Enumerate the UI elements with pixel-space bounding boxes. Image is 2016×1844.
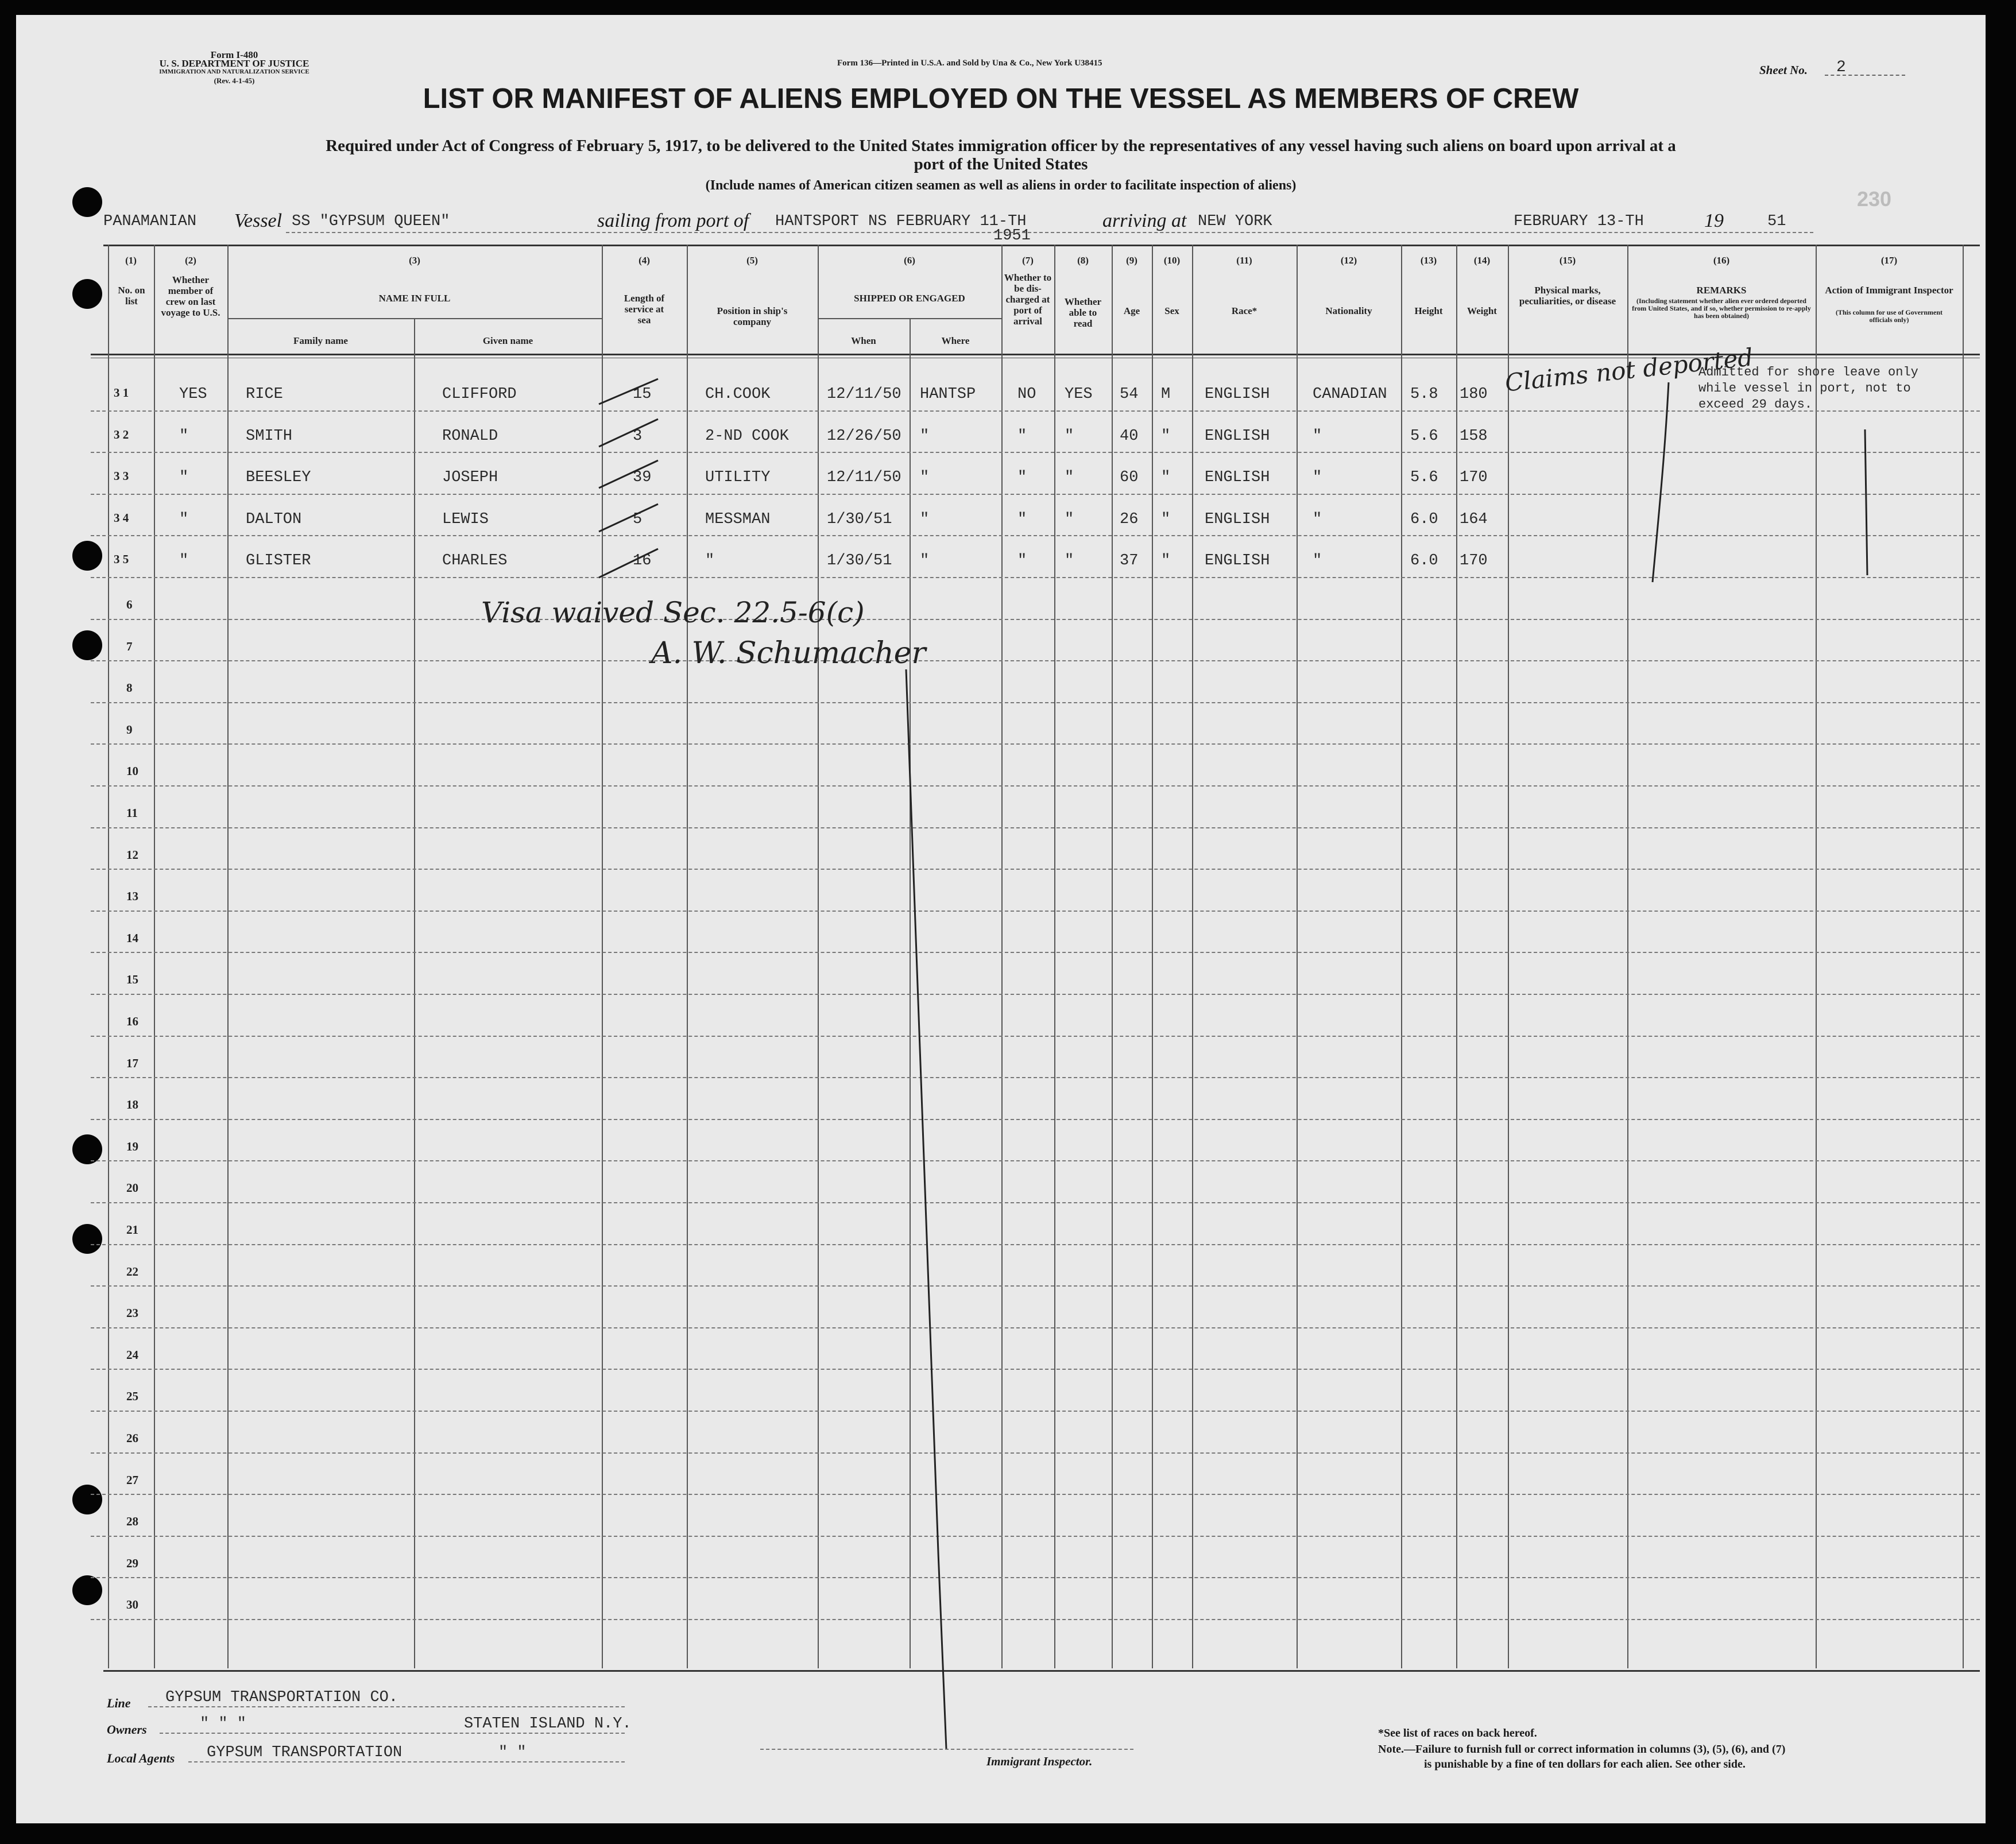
col16-note: (Including statement whether alien ever ordered deported from United States, and if so, whether permission to re-apply has been obtained) — [1632, 297, 1811, 320]
empty-row-number: 22 — [126, 1265, 138, 1279]
races-note: *See list of races on back hereof. — [1378, 1727, 1537, 1740]
shipped-when-cell: 1/30/51 — [827, 511, 892, 528]
subtitle-line-2: port of the United States — [914, 155, 1088, 173]
note-text-1: —Failure to furnish full or correct information in columns (3), (5), (6), and (7) — [1403, 1743, 1786, 1756]
empty-row-number: 10 — [126, 764, 138, 778]
shipped-where-cell: " — [920, 552, 930, 570]
form-number: Form I-480 — [210, 49, 258, 60]
footer-owners-value: STATEN ISLAND N.Y. — [464, 1715, 632, 1733]
height-cell: 6.0 — [1410, 511, 1438, 528]
empty-row-number: 12 — [126, 848, 138, 862]
race-cell: ENGLISH — [1205, 511, 1270, 528]
check-mark — [599, 460, 658, 488]
check-mark — [599, 549, 658, 578]
departure-year: 1951 — [993, 227, 1031, 245]
col5-number: (5) — [746, 255, 758, 266]
check-mark — [599, 379, 658, 404]
empty-row-number: 19 — [126, 1140, 138, 1153]
col2-header: Whether member of crew on last voyage to U.S. — [161, 274, 220, 318]
empty-row-number: 9 — [126, 723, 133, 737]
given-name-cell: RONALD — [442, 428, 498, 445]
pen-marks — [16, 15, 1986, 1823]
empty-row-number: 21 — [126, 1223, 138, 1237]
col3-given-header: Given name — [482, 335, 533, 346]
sheet-label: Sheet No. — [1759, 63, 1808, 77]
family-name-cell: RICE — [246, 386, 283, 403]
height-cell: 6.0 — [1410, 552, 1438, 570]
sheet-number: 2 — [1836, 59, 1846, 76]
form-title: LIST OR MANIFEST OF ALIENS EMPLOYED ON THE VESSEL AS MEMBERS OF CREW — [423, 83, 1579, 114]
sex-cell: " — [1161, 511, 1171, 528]
footer-agents-ditto: " " — [498, 1744, 527, 1761]
shipped-when-cell: 12/11/50 — [827, 386, 901, 403]
shipped-where-cell: " — [920, 511, 930, 528]
empty-row-number: 14 — [126, 931, 138, 945]
col7-header: Whether to be dis-charged at port of arrival — [1004, 272, 1052, 327]
subtitle-line-3: (Include names of American citizen seamen as well as aliens in order to facilitate inspection of aliens) — [705, 178, 1297, 193]
given-name-cell: LEWIS — [442, 511, 489, 528]
age-cell: 40 — [1120, 428, 1139, 445]
nationality-cell: " — [1313, 469, 1322, 486]
discharged-cell: " — [1017, 511, 1027, 528]
footer-agents-label: Local Agents — [107, 1751, 175, 1765]
shipped-when-cell: 12/11/50 — [827, 469, 901, 486]
pen-stroke — [1865, 429, 1867, 575]
nationality-cell: " — [1313, 428, 1322, 445]
empty-row-number: 25 — [126, 1389, 138, 1403]
subtitle-line-1: Required under Act of Congress of February 5, 1917, to be delivered to the United States immigration officer by the representatives of any vessel having such aliens on board upon arrival at a — [326, 137, 1676, 155]
col2-number: (2) — [185, 255, 196, 266]
col11-header: Race* — [1231, 305, 1257, 316]
family-name-cell: SMITH — [246, 428, 293, 445]
year-prefix: 19 — [1704, 210, 1724, 231]
col6-where-header: Where — [941, 335, 970, 346]
discharged-cell: " — [1017, 428, 1027, 445]
col12-number: (12) — [1340, 255, 1357, 266]
age-cell: 37 — [1120, 552, 1139, 570]
prev-voyage-cell: YES — [179, 386, 207, 403]
shipped-when-cell: 1/30/51 — [827, 552, 892, 570]
remarks-line-1: Admitted for shore leave only — [1698, 365, 1918, 379]
remarks-line-3: exceed 29 days. — [1698, 397, 1813, 412]
page-stamp: 230 — [1857, 187, 1892, 211]
remarks-line-2: while vessel in port, not to — [1698, 381, 1911, 396]
prev-voyage-cell: " — [179, 428, 189, 445]
prev-voyage-cell: " — [179, 469, 189, 486]
empty-row-number: 28 — [126, 1514, 138, 1528]
shipped-where-cell: HANTSP — [920, 386, 976, 403]
empty-row-number: 27 — [126, 1473, 138, 1487]
age-cell: 60 — [1120, 469, 1139, 486]
empty-row-number: 26 — [126, 1431, 138, 1445]
weight-cell: 164 — [1460, 511, 1488, 528]
position-cell: 2-ND COOK — [705, 428, 789, 445]
empty-row-number: 18 — [126, 1098, 138, 1111]
position-cell: UTILITY — [705, 469, 771, 486]
shipped-when-cell: 12/26/50 — [827, 428, 901, 445]
empty-row-number: 11 — [126, 806, 138, 820]
col1-number: (1) — [125, 255, 137, 266]
col11-number: (11) — [1236, 255, 1252, 266]
col9-number: (9) — [1126, 255, 1137, 266]
col7-number: (7) — [1022, 255, 1034, 266]
arrival-date: FEBRUARY 13-TH — [1514, 213, 1644, 230]
arriving-label: arriving at — [1102, 210, 1187, 231]
nationality-cell: " — [1313, 511, 1322, 528]
footer-owners-ditto: " " " — [200, 1715, 247, 1733]
col4-number: (4) — [639, 255, 650, 266]
col14-header: Weight — [1467, 305, 1497, 316]
row-number: 3 3 — [114, 469, 129, 483]
family-name-cell: GLISTER — [246, 552, 311, 570]
age-cell: 54 — [1120, 386, 1139, 403]
empty-row-number: 16 — [126, 1014, 138, 1028]
position-cell: " — [705, 552, 715, 570]
service-length-cell: 16 — [633, 552, 652, 570]
given-name-cell: CHARLES — [442, 552, 508, 570]
pen-stroke — [906, 669, 946, 1749]
fine-note-line-2: is punishable by a fine of ten dollars for each alien. See other side. — [1424, 1758, 1746, 1771]
col8-header: Whether able to read — [1064, 296, 1102, 329]
department-label: U. S. DEPARTMENT OF JUSTICE — [159, 58, 309, 69]
footer-owners-label: Owners — [107, 1722, 147, 1737]
year-suffix: 51 — [1767, 213, 1786, 230]
note-label: Note. — [1378, 1743, 1404, 1756]
position-cell: CH.COOK — [705, 386, 771, 403]
col14-number: (14) — [1473, 255, 1491, 266]
empty-row-number: 7 — [126, 640, 133, 653]
footer-line-label: Line — [107, 1696, 131, 1710]
discharged-cell: " — [1017, 469, 1027, 486]
weight-cell: 170 — [1460, 552, 1488, 570]
col17-header: Action of Immigrant Inspector — [1825, 285, 1953, 296]
col12-header: Nationality — [1325, 305, 1372, 316]
row-number: 3 1 — [114, 386, 129, 400]
vessel-label: Vessel — [234, 210, 283, 231]
footer-agents-value: GYPSUM TRANSPORTATION — [207, 1744, 403, 1761]
height-cell: 5.6 — [1410, 428, 1438, 445]
race-cell: ENGLISH — [1205, 386, 1270, 403]
prev-voyage-cell: " — [179, 552, 189, 570]
race-cell: ENGLISH — [1205, 428, 1270, 445]
handwritten-physical-note: Claims not deported — [1503, 343, 1755, 397]
height-cell: 5.6 — [1410, 469, 1438, 486]
sex-cell: " — [1161, 428, 1171, 445]
revision-label: (Rev. 4-1-45) — [214, 76, 255, 85]
sailing-label: sailing from port of — [597, 210, 749, 231]
col6-when-header: When — [851, 335, 876, 346]
check-mark — [599, 504, 658, 532]
service-length-cell: 3 — [633, 428, 643, 445]
prev-voyage-cell: " — [179, 511, 189, 528]
shipped-where-cell: " — [920, 469, 930, 486]
weight-cell: 158 — [1460, 428, 1488, 445]
col16-number: (16) — [1713, 255, 1730, 266]
fine-note-line-1 — [1378, 1743, 1785, 1756]
race-cell: ENGLISH — [1205, 552, 1270, 570]
col5-header: Position in ship's company — [717, 305, 788, 327]
family-name-cell: BEESLEY — [246, 469, 311, 486]
shipped-where-cell: " — [920, 428, 930, 445]
empty-row-number: 29 — [126, 1556, 138, 1570]
weight-cell: 170 — [1460, 469, 1488, 486]
row-number: 3 5 — [114, 552, 129, 566]
col13-header: Height — [1414, 305, 1443, 316]
service-length-cell: 39 — [633, 469, 652, 486]
empty-row-number: 23 — [126, 1306, 138, 1320]
sex-cell: " — [1161, 552, 1171, 570]
position-cell: MESSMAN — [705, 511, 771, 528]
col8-number: (8) — [1077, 255, 1089, 266]
nationality-cell: CANADIAN — [1313, 386, 1387, 403]
pen-stroke — [1653, 382, 1669, 582]
col13-number: (13) — [1420, 255, 1437, 266]
sex-cell: " — [1161, 469, 1171, 486]
service-length-cell: 5 — [633, 511, 643, 528]
able-to-read-cell: YES — [1065, 386, 1093, 403]
footer-line-value: GYPSUM TRANSPORTATION CO. — [165, 1689, 398, 1706]
col3-number: (3) — [409, 255, 420, 266]
able-to-read-cell: " — [1065, 469, 1074, 486]
col15-header: Physical marks, peculiarities, or disease — [1519, 285, 1616, 307]
handwritten-signature: A. W. Schumacher — [651, 636, 926, 671]
col6-number: (6) — [904, 255, 915, 266]
col3-family-header: Family name — [293, 335, 348, 346]
able-to-read-cell: " — [1065, 428, 1074, 445]
row-number: 3 4 — [114, 511, 129, 525]
col3-header: NAME IN FULL — [378, 293, 451, 304]
age-cell: 26 — [1120, 511, 1139, 528]
empty-row-number: 30 — [126, 1598, 138, 1611]
vessel-flag: PANAMANIAN — [103, 213, 197, 230]
arrival-port: NEW YORK — [1198, 213, 1272, 230]
able-to-read-cell: " — [1065, 511, 1074, 528]
weight-cell: 180 — [1460, 386, 1488, 403]
col4-header: Length of service at sea — [624, 293, 665, 326]
given-name-cell: JOSEPH — [442, 469, 498, 486]
manifest-sheet — [16, 15, 1986, 1823]
discharged-cell: " — [1017, 552, 1027, 570]
discharged-cell: NO — [1017, 386, 1036, 403]
printer-line: Form 136—Printed in U.S.A. and Sold by Una & Co., New York U38415 — [837, 59, 1102, 68]
empty-row-number: 20 — [126, 1181, 138, 1195]
empty-row-number: 17 — [126, 1056, 138, 1070]
sex-cell: M — [1161, 386, 1171, 403]
empty-row-number: 6 — [126, 598, 133, 611]
service-length-cell: 15 — [633, 386, 652, 403]
empty-row-number: 24 — [126, 1348, 138, 1362]
family-name-cell: DALTON — [246, 511, 302, 528]
empty-row-number: 15 — [126, 973, 138, 986]
col6-header: SHIPPED OR ENGAGED — [854, 293, 965, 304]
col9-header: Age — [1123, 305, 1140, 316]
service-label: IMMIGRATION AND NATURALIZATION SERVICE — [159, 68, 309, 75]
able-to-read-cell: " — [1065, 552, 1074, 570]
col10-header: Sex — [1164, 305, 1179, 316]
col1-header: No. on list — [118, 285, 145, 307]
col17-note: (This column for use of Government officials only) — [1835, 308, 1943, 324]
handwritten-visa-note: Visa waived Sec. 22.5-6(c) — [481, 596, 865, 629]
nationality-cell: " — [1313, 552, 1322, 570]
col10-number: (10) — [1163, 255, 1181, 266]
vessel-name: SS "GYPSUM QUEEN" — [292, 213, 450, 230]
empty-row-number: 8 — [126, 681, 133, 695]
empty-row-number: 13 — [126, 889, 138, 903]
given-name-cell: CLIFFORD — [442, 386, 517, 403]
col15-number: (15) — [1559, 255, 1576, 266]
col16-header: REMARKS — [1696, 285, 1747, 296]
immigrant-inspector-label: Immigrant Inspector. — [986, 1754, 1093, 1768]
height-cell: 5.8 — [1410, 386, 1438, 403]
check-mark — [599, 419, 658, 447]
col17-number: (17) — [1880, 255, 1898, 266]
row-number: 3 2 — [114, 428, 129, 441]
race-cell: ENGLISH — [1205, 469, 1270, 486]
departure-port: HANTSPORT NS FEBRUARY 11-TH — [775, 213, 1027, 230]
